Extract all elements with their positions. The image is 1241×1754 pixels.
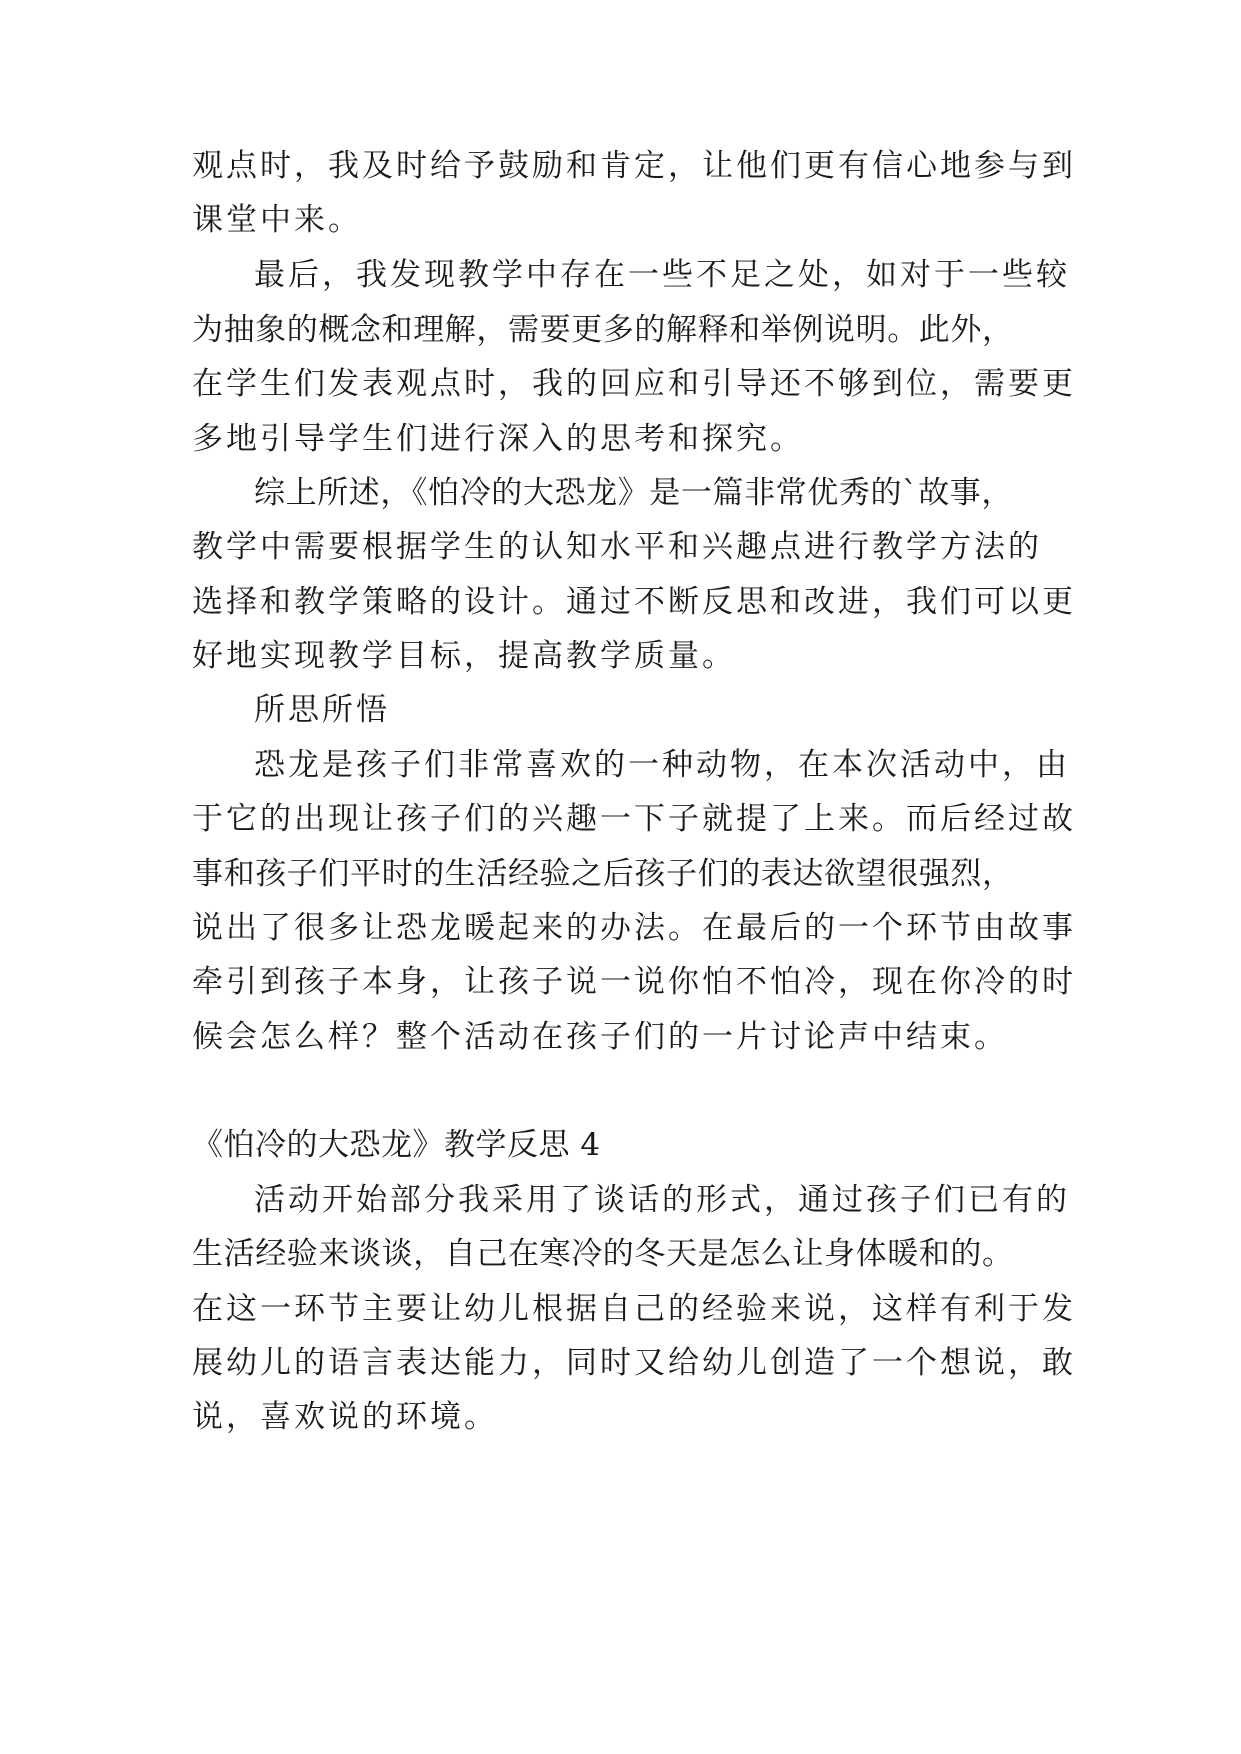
text-line-16: 牵引到孩子本身，让孩子说一说你怕不怕冷，现在你冷的时 — [192, 964, 1076, 1000]
text-line-21: 在这一环节主要让幼儿根据自己的经验来说，这样有利于发 — [192, 1291, 1076, 1327]
text-line-4: 为抽象的概念和理解，需要更多的解释和举例说明。此外， — [192, 312, 1014, 348]
text-line-10: 好地实现教学目标，提高教学质量。 — [192, 638, 736, 674]
text-line-6: 多地引导学生们进行深入的思考和探究。 — [192, 421, 804, 457]
section-heading: 《怕冷的大恐龙》教学反思 4 — [192, 1127, 601, 1163]
text-line-15: 说出了很多让恐龙暖起来的办法。在最后的一个环节由故事 — [192, 910, 1076, 946]
text-line-13: 于它的出现让孩子们的兴趣一下子就提了上来。而后经过故 — [192, 801, 1076, 837]
text-line-23: 说，喜欢说的环境。 — [192, 1399, 498, 1435]
section-subtitle: 所思所悟 — [254, 692, 390, 728]
text-line-22: 展幼儿的语言表达能力，同时又给幼儿创造了一个想说，敢 — [192, 1345, 1076, 1381]
paragraph-start-line: 活动开始部分我采用了谈话的形式，通过孩子们已有的 — [254, 1182, 1070, 1218]
text-line-5: 在学生们发表观点时，我的回应和引导还不够到位，需要更 — [192, 366, 1076, 402]
paragraph-start-line: 最后，我发现教学中存在一些不足之处，如对于一些较 — [254, 257, 1070, 293]
paragraph-start-line: 恐龙是孩子们非常喜欢的一种动物，在本次活动中，由 — [254, 747, 1070, 783]
text-line-8: 教学中需要根据学生的认知水平和兴趣点进行教学方法的 — [192, 529, 1042, 565]
text-line-2: 课堂中来。 — [192, 202, 362, 238]
text-line-14: 事和孩子们平时的生活经验之后孩子们的表达欲望很强烈， — [192, 856, 1014, 892]
text-line-9: 选择和教学策略的设计。通过不断反思和改进，我们可以更 — [192, 584, 1076, 620]
text-line-17: 候会怎么样？整个活动在孩子们的一片讨论声中结束。 — [192, 1019, 1008, 1055]
text-line-1: 观点时，我及时给予鼓励和肯定，让他们更有信心地参与到 — [192, 148, 1076, 184]
paragraph-start-line: 综上所述，《怕冷的大恐龙》是一篇非常优秀的`故事， — [254, 475, 1013, 511]
text-line-20: 生活经验来谈谈，自己在寒冷的冬天是怎么让身体暖和的。 — [192, 1236, 1014, 1272]
